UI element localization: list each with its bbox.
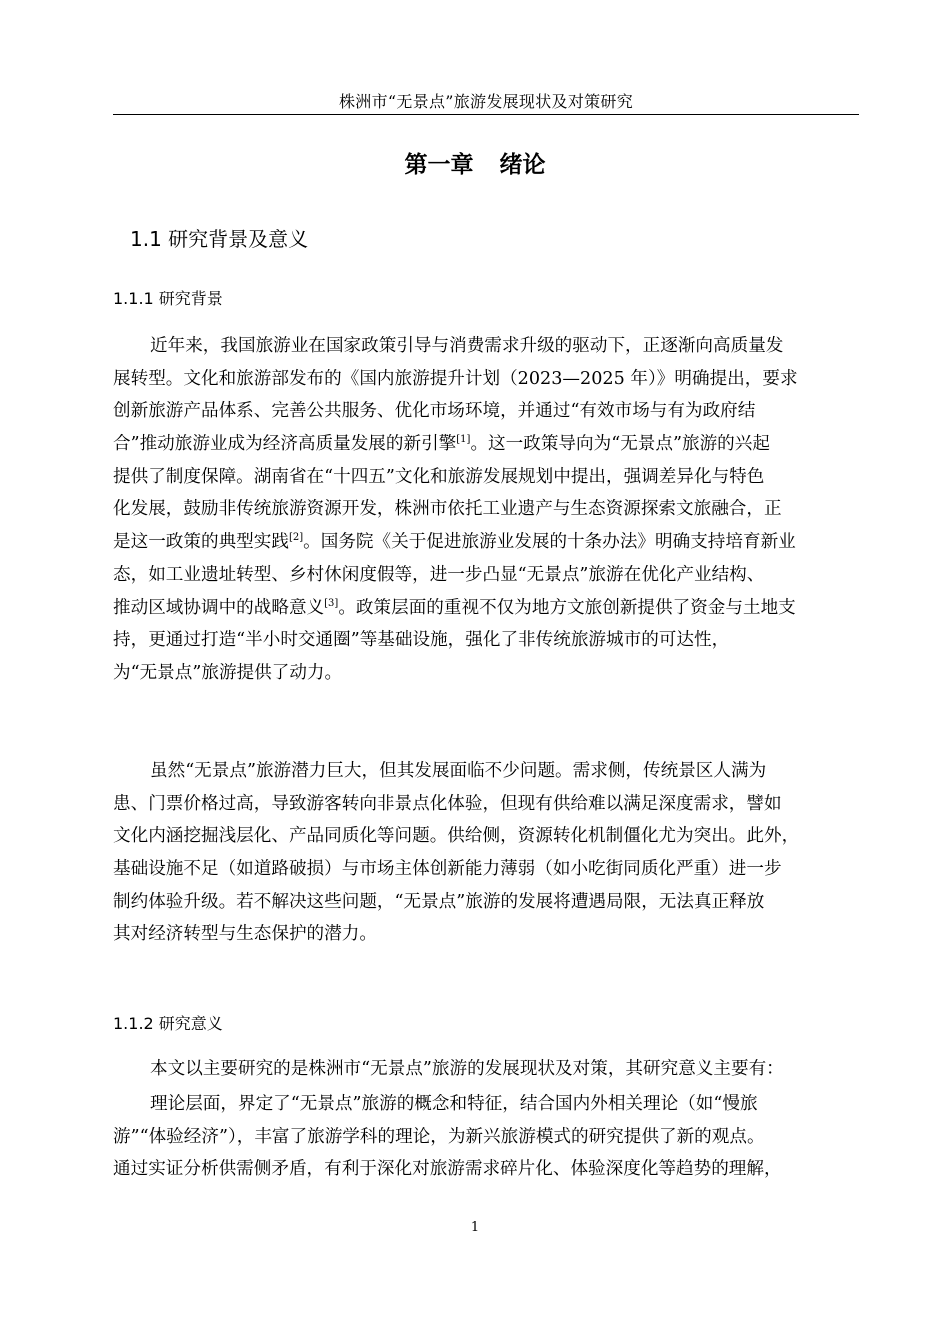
paragraph-line: 为“无景点”旅游提供了动力。 <box>113 662 343 683</box>
paragraph-line <box>113 428 859 461</box>
paragraph-line: 基础设施不足（如道路破损）与市场主体创新能力薄弱（如小吃街同质化严重）进一步 <box>113 859 782 880</box>
subsection-heading-1-1-2: 1.1.2 研究意义 <box>113 1014 223 1033</box>
paragraph-line: 态，如工业遗址转型、乡村休闲度假等，进一步凸显“无景点”旅游在优化产业结构、 <box>113 564 765 585</box>
citation-ref[interactable]: [1] <box>456 434 471 446</box>
header-rule <box>113 114 859 115</box>
paragraph-line: 化发展，鼓励非传统旅游资源开发，株洲市依托工业遗产与生态资源探索文旅融合，正 <box>113 499 782 520</box>
paragraph-line: 创新旅游产品体系、完善公共服务、优化市场环境，并通过“有效市场与有为政府结 <box>113 401 756 422</box>
section-heading-1-1 <box>130 224 308 254</box>
paragraph-background-1 <box>113 330 859 690</box>
text-run: 。政策层面的重视不仅为地方文旅创新提供了资金与土地支 <box>338 597 796 618</box>
text-run: 。国务院《关于促进旅游业发展的十条办法》明确支持培育新业 <box>303 532 796 553</box>
paragraph-line: 本文以主要研究的是株洲市“无景点”旅游的发展现状及对策，其研究意义主要有： <box>150 1059 784 1079</box>
paragraph-line: 制约体验升级。若不解决这些问题，“无景点”旅游的发展将遭遇局限，无法真正释放 <box>113 891 765 912</box>
chapter-number: 第一章 <box>404 152 474 178</box>
paragraph-background-2 <box>113 755 859 951</box>
text-run: 推动区域协调中的战略意义 <box>113 597 325 618</box>
paragraph-line: 近年来，我国旅游业在国家政策引导与消费需求升级的驱动下，正逐渐向高质量发 <box>150 336 784 356</box>
text-run: 。这一政策导向为“无景点”旅游的兴起 <box>470 434 770 455</box>
paragraph-line <box>113 526 859 559</box>
paragraph-line: 文化内涵挖掘浅层化、产品同质化等问题。供给侧，资源转化机制僵化尤为突出。此外， <box>113 826 800 847</box>
paragraph-line: 提供了制度保障。湖南省在“十四五”文化和旅游发展规划中提出，强调差异化与特色 <box>113 466 765 487</box>
page-number: 1 <box>470 1220 480 1235</box>
paragraph-line <box>113 592 859 625</box>
paragraph-line: 虽然“无景点”旅游潜力巨大，但其发展面临不少问题。需求侧，传统景区人满为 <box>150 761 767 781</box>
text-run: 合”推动旅游业成为经济高质量发展的新引擎 <box>113 434 457 455</box>
chapter-title <box>0 148 950 182</box>
citation-ref[interactable]: [3] <box>324 597 339 609</box>
paragraph-significance-1 <box>113 1053 859 1086</box>
paragraph-line: 游”“体验经济”），丰富了旅游学科的理论，为新兴旅游模式的研究提供了新的观点。 <box>113 1126 765 1147</box>
paragraph-significance-2 <box>113 1088 859 1186</box>
chapter-name: 绪论 <box>499 152 546 178</box>
paragraph-line: 患、门票价格过高，导致游客转向非景点化体验，但现有供给难以满足深度需求，譬如 <box>113 793 782 814</box>
section-number: 1.1 <box>130 227 162 251</box>
citation-ref[interactable]: [2] <box>288 532 304 544</box>
running-header: 株洲市“无景点”旅游发展现状及对策研究 <box>338 92 634 111</box>
paragraph-line: 通过实证分析供需侧矛盾，有利于深化对旅游需求碎片化、体验深度化等趋势的理解， <box>113 1159 782 1180</box>
paragraph-line: 其对经济转型与生态保护的潜力。 <box>113 924 377 945</box>
paragraph-line: 理论层面，界定了“无景点”旅游的概念和特征，结合国内外相关理论（如“慢旅 <box>150 1094 758 1114</box>
section-title: 研究背景及意义 <box>168 227 309 251</box>
subsection-heading-1-1-1: 1.1.1 研究背景 <box>113 289 223 308</box>
paragraph-line: 展转型。文化和旅游部发布的《国内旅游提升计划（2023—2025 年）》明确提出，要求 <box>113 368 798 389</box>
paragraph-line: 持，更通过打造“半小时交通圈”等基础设施，强化了非传统旅游城市的可达性， <box>113 630 730 651</box>
text-run: 是这一政策的典型实践 <box>113 532 289 553</box>
